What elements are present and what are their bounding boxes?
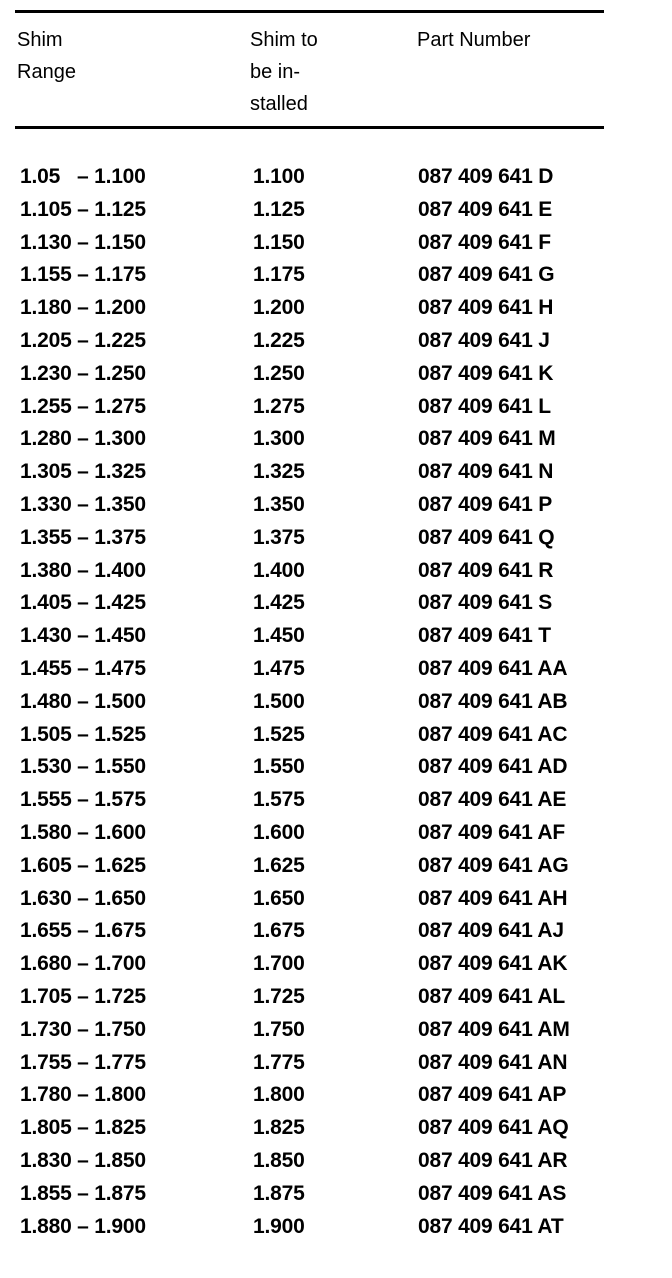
part-number-cell: 087 409 641 P [418,492,553,516]
part-number-cell: 087 409 641 AK [418,952,568,976]
installed-cell: 1.875 [253,1181,305,1205]
table-row [0,883,672,916]
range-cell: 1.330 – 1.350 [20,492,146,516]
part-number-cell: 087 409 641 S [418,591,553,615]
installed-cell: 1.650 [253,886,305,910]
installed-cell: 1.500 [253,689,305,713]
installed-cell: 1.150 [253,230,305,254]
table-row [0,1145,672,1178]
installed-cell: 1.900 [253,1214,305,1238]
installed-cell: 1.100 [253,165,305,188]
range-cell: 1.830 – 1.850 [20,1148,146,1172]
range-cell: 1.880 – 1.900 [20,1214,146,1238]
installed-cell: 1.800 [253,1083,305,1107]
table-row [0,522,672,555]
part-number-cell: 087 409 641 AH [418,886,568,910]
installed-cell: 1.600 [253,820,305,844]
part-number-cell: 087 409 641 AB [418,689,568,713]
installed-cell: 1.775 [253,1050,305,1074]
table-row [0,1178,672,1211]
installed-cell: 1.575 [253,788,305,812]
table-row [0,391,672,424]
table-row [0,555,672,588]
range-cell: 1.530 – 1.550 [20,755,146,779]
table-row [0,292,672,325]
part-number-cell: 087 409 641 AJ [418,919,564,943]
header-part-number: Part Number [417,29,531,51]
table-row [0,620,672,653]
table-row [0,719,672,752]
range-cell: 1.230 – 1.250 [20,361,146,385]
part-number-cell: 087 409 641 AP [418,1083,567,1107]
installed-cell: 1.375 [253,525,305,549]
table-row [0,784,672,817]
table-row [0,227,672,260]
range-cell: 1.355 – 1.375 [20,525,146,549]
table-row [0,325,672,358]
table-row [0,1047,672,1080]
range-cell: 1.705 – 1.725 [20,984,146,1008]
range-cell: 1.480 – 1.500 [20,689,146,713]
part-number-cell: 087 409 641 AG [418,853,569,877]
range-cell: 1.105 – 1.125 [20,197,146,221]
table-row [0,1014,672,1047]
range-cell: 1.505 – 1.525 [20,722,146,746]
part-number-cell: 087 409 641 F [418,230,551,254]
range-cell: 1.405 – 1.425 [20,591,146,615]
part-number-cell: 087 409 641 M [418,427,556,451]
header-shim-installed: Shim to be in- stalled [250,29,318,115]
installed-cell: 1.475 [253,656,305,680]
part-number-cell: 087 409 641 D [418,165,554,188]
range-cell: 1.630 – 1.650 [20,886,146,910]
table-row [0,1079,672,1112]
part-number-cell: 087 409 641 AQ [418,1116,569,1140]
part-number-cell: 087 409 641 AS [418,1181,567,1205]
part-number-cell: 087 409 641 Q [418,525,555,549]
table-row [0,948,672,981]
range-cell: 1.755 – 1.775 [20,1050,146,1074]
installed-cell: 1.125 [253,197,305,221]
table-row [0,587,672,620]
range-cell: 1.805 – 1.825 [20,1116,146,1140]
installed-cell: 1.175 [253,263,305,287]
part-number-cell: 087 409 641 AF [418,820,566,844]
part-number-cell: 087 409 641 AN [418,1050,568,1074]
part-number-cell: 087 409 641 AL [418,984,566,1008]
part-number-cell: 087 409 641 AM [418,1017,570,1041]
range-cell: 1.455 – 1.475 [20,656,146,680]
range-cell: 1.605 – 1.625 [20,853,146,877]
installed-cell: 1.250 [253,361,305,385]
installed-cell: 1.400 [253,558,305,582]
installed-cell: 1.350 [253,492,305,516]
table-row [0,358,672,391]
table-row [0,850,672,883]
part-number-cell: 087 409 641 N [418,460,554,484]
installed-cell: 1.275 [253,394,305,418]
part-number-cell: 087 409 641 H [418,296,554,320]
range-cell: 1.205 – 1.225 [20,328,146,352]
part-number-cell: 087 409 641 AD [418,755,568,779]
table-row [0,686,672,719]
table-row [0,1112,672,1145]
part-number-cell: 087 409 641 AA [418,656,568,680]
part-number-cell: 087 409 641 T [418,624,551,648]
range-cell: 1.05 – 1.100 [20,165,146,188]
range-cell: 1.380 – 1.400 [20,558,146,582]
installed-cell: 1.450 [253,624,305,648]
range-cell: 1.580 – 1.600 [20,820,146,844]
part-number-cell: 087 409 641 R [418,558,554,582]
range-cell: 1.730 – 1.750 [20,1017,146,1041]
header-rule [15,126,604,129]
range-cell: 1.280 – 1.300 [20,427,146,451]
installed-cell: 1.325 [253,460,305,484]
part-number-cell: 087 409 641 AR [418,1148,568,1172]
range-cell: 1.180 – 1.200 [20,296,146,320]
installed-cell: 1.725 [253,984,305,1008]
part-number-cell: 087 409 641 G [418,263,555,287]
range-cell: 1.855 – 1.875 [20,1181,146,1205]
range-cell: 1.305 – 1.325 [20,460,146,484]
installed-cell: 1.625 [253,853,305,877]
table-row [0,423,672,456]
range-cell: 1.555 – 1.575 [20,788,146,812]
installed-cell: 1.700 [253,952,305,976]
range-cell: 1.155 – 1.175 [20,263,146,287]
header-shim-range: Shim Range [17,29,76,83]
part-number-cell: 087 409 641 AT [418,1214,564,1238]
part-number-cell: 087 409 641 AC [418,722,568,746]
table-row [0,981,672,1014]
table-row [0,1211,672,1244]
range-cell: 1.655 – 1.675 [20,919,146,943]
installed-cell: 1.300 [253,427,305,451]
installed-cell: 1.675 [253,919,305,943]
table-row [0,915,672,948]
part-number-cell: 087 409 641 AE [418,788,567,812]
installed-cell: 1.750 [253,1017,305,1041]
range-cell: 1.130 – 1.150 [20,230,146,254]
installed-cell: 1.200 [253,296,305,320]
table-row [0,456,672,489]
installed-cell: 1.525 [253,722,305,746]
range-cell: 1.430 – 1.450 [20,624,146,648]
range-cell: 1.780 – 1.800 [20,1083,146,1107]
top-rule [15,10,604,13]
part-number-cell: 087 409 641 K [418,361,554,385]
table-row [0,653,672,686]
range-cell: 1.255 – 1.275 [20,394,146,418]
table-row [0,259,672,292]
part-number-cell: 087 409 641 L [418,394,551,418]
table-body [0,161,672,1243]
installed-cell: 1.550 [253,755,305,779]
installed-cell: 1.825 [253,1116,305,1140]
installed-cell: 1.225 [253,328,305,352]
installed-cell: 1.425 [253,591,305,615]
installed-cell: 1.850 [253,1148,305,1172]
part-number-cell: 087 409 641 J [418,328,550,352]
part-number-cell: 087 409 641 E [418,197,553,221]
table-row [0,751,672,784]
table-row [0,489,672,522]
table-row [0,194,672,227]
table-row [0,161,672,194]
range-cell: 1.680 – 1.700 [20,952,146,976]
table-row [0,817,672,850]
